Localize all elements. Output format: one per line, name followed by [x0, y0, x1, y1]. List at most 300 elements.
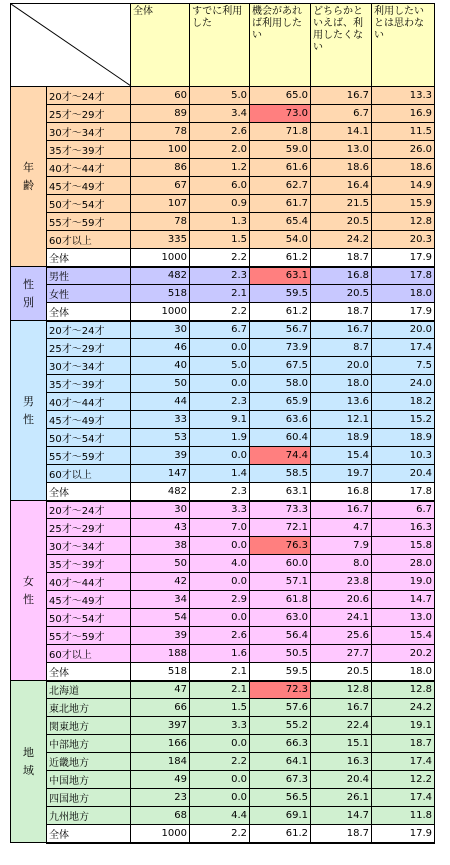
row-label: 50才～54才 [47, 429, 131, 447]
highlighted-cell: 74.4 [250, 447, 311, 465]
row-label: 25才～29才 [47, 105, 131, 123]
value-cell: 2.6 [190, 123, 250, 141]
value-cell: 0.0 [190, 339, 250, 357]
total-label: 全体 [47, 663, 131, 681]
total-value-cell: 1000 [131, 825, 190, 843]
total-row [11, 249, 435, 267]
value-cell: 39 [131, 447, 190, 465]
value-cell: 184 [131, 753, 190, 771]
value-cell: 30 [131, 321, 190, 339]
value-cell: 24.2 [311, 231, 372, 249]
row-label: 55才～59才 [47, 627, 131, 645]
value-cell: 14.7 [311, 807, 372, 825]
header-corner [11, 4, 131, 87]
value-cell: 20.0 [372, 321, 435, 339]
value-cell: 63.6 [250, 411, 311, 429]
row-label: 25才～29才 [47, 519, 131, 537]
survey-table [10, 3, 435, 844]
total-label: 全体 [47, 483, 131, 501]
value-cell: 6.7 [190, 321, 250, 339]
value-cell: 107 [131, 195, 190, 213]
total-value-cell: 63.1 [250, 483, 311, 501]
group-label-text: 年齢 [23, 160, 34, 192]
value-cell: 20.4 [311, 771, 372, 789]
row-label: 35才～39才 [47, 141, 131, 159]
value-cell: 1.6 [190, 645, 250, 663]
row-label: 25才～29才 [47, 339, 131, 357]
highlighted-cell: 63.1 [250, 267, 311, 285]
total-row [11, 483, 435, 501]
value-cell: 8.0 [311, 555, 372, 573]
total-value-cell: 482 [131, 483, 190, 501]
total-value-cell: 61.2 [250, 303, 311, 321]
table-row [11, 645, 435, 663]
value-cell: 56.5 [250, 789, 311, 807]
value-cell: 20.2 [372, 645, 435, 663]
value-cell: 4.0 [190, 555, 250, 573]
value-cell: 71.8 [250, 123, 311, 141]
row-label: 40才～44才 [47, 573, 131, 591]
row-label: 近畿地方 [47, 753, 131, 771]
value-cell: 2.3 [190, 393, 250, 411]
value-cell: 4.7 [311, 519, 372, 537]
value-cell: 2.3 [190, 267, 250, 285]
value-cell: 26.0 [372, 141, 435, 159]
value-cell: 2.1 [190, 681, 250, 699]
value-cell: 147 [131, 465, 190, 483]
value-cell: 60 [131, 87, 190, 105]
value-cell: 518 [131, 285, 190, 303]
value-cell: 43 [131, 519, 190, 537]
total-value-cell: 18.0 [372, 663, 435, 681]
table-row [11, 231, 435, 249]
value-cell: 57.1 [250, 573, 311, 591]
value-cell: 40 [131, 357, 190, 375]
total-value-cell: 17.9 [372, 825, 435, 843]
value-cell: 11.8 [372, 807, 435, 825]
value-cell: 65.4 [250, 213, 311, 231]
value-cell: 5.0 [190, 357, 250, 375]
value-cell: 15.1 [311, 735, 372, 753]
row-label: 男性 [47, 267, 131, 285]
value-cell: 0.0 [190, 447, 250, 465]
survey-table-wrapper [10, 3, 434, 844]
value-cell: 17.8 [372, 267, 435, 285]
total-value-cell: 518 [131, 663, 190, 681]
value-cell: 2.1 [190, 285, 250, 303]
value-cell: 15.9 [372, 195, 435, 213]
value-cell: 67.3 [250, 771, 311, 789]
value-cell: 0.0 [190, 609, 250, 627]
total-row [11, 825, 435, 843]
table-row [11, 213, 435, 231]
table-row [11, 681, 435, 699]
value-cell: 78 [131, 213, 190, 231]
value-cell: 16.7 [311, 699, 372, 717]
total-value-cell: 61.2 [250, 249, 311, 267]
value-cell: 19.0 [372, 573, 435, 591]
value-cell: 1.4 [190, 465, 250, 483]
value-cell: 0.9 [190, 195, 250, 213]
value-cell: 26.1 [311, 789, 372, 807]
group-label [11, 267, 47, 321]
value-cell: 2.2 [190, 753, 250, 771]
value-cell: 4.4 [190, 807, 250, 825]
group-label-text: 性別 [23, 277, 34, 309]
group-label [11, 87, 47, 267]
value-cell: 65.9 [250, 393, 311, 411]
survey-table-body [11, 4, 435, 843]
value-cell: 56.7 [250, 321, 311, 339]
value-cell: 62.7 [250, 177, 311, 195]
total-value-cell: 18.7 [311, 303, 372, 321]
value-cell: 13.6 [311, 393, 372, 411]
value-cell: 1.9 [190, 429, 250, 447]
value-cell: 15.2 [372, 411, 435, 429]
row-label: 55才～59才 [47, 447, 131, 465]
header-row [11, 4, 435, 87]
table-row [11, 555, 435, 573]
value-cell: 482 [131, 267, 190, 285]
row-label: 20才～24才 [47, 501, 131, 519]
table-row [11, 159, 435, 177]
value-cell: 18.6 [311, 159, 372, 177]
value-cell: 61.8 [250, 591, 311, 609]
row-label: 20才～24才 [47, 87, 131, 105]
total-row [11, 303, 435, 321]
total-value-cell: 59.5 [250, 663, 311, 681]
total-label: 全体 [47, 303, 131, 321]
value-cell: 68 [131, 807, 190, 825]
value-cell: 50 [131, 555, 190, 573]
table-row [11, 573, 435, 591]
value-cell: 54.0 [250, 231, 311, 249]
row-label: 40才～44才 [47, 393, 131, 411]
table-row [11, 375, 435, 393]
value-cell: 65.0 [250, 87, 311, 105]
total-value-cell: 20.5 [311, 663, 372, 681]
value-cell: 16.4 [311, 177, 372, 195]
value-cell: 15.4 [311, 447, 372, 465]
value-cell: 16.9 [372, 105, 435, 123]
total-label: 全体 [47, 249, 131, 267]
col-header-want-to-use: 機会があれば利用したい [250, 4, 311, 87]
value-cell: 1.5 [190, 231, 250, 249]
row-label: 女性 [47, 285, 131, 303]
value-cell: 13.3 [372, 87, 435, 105]
value-cell: 8.7 [311, 339, 372, 357]
table-row [11, 771, 435, 789]
value-cell: 59.5 [250, 285, 311, 303]
value-cell: 14.9 [372, 177, 435, 195]
total-value-cell: 1000 [131, 249, 190, 267]
row-label: 30才～34才 [47, 123, 131, 141]
table-row [11, 699, 435, 717]
table-row [11, 753, 435, 771]
value-cell: 54 [131, 609, 190, 627]
col-header-rather-not-use: どちらかといえば、利用したくない [311, 4, 372, 87]
total-value-cell: 2.2 [190, 249, 250, 267]
value-cell: 12.8 [311, 681, 372, 699]
total-value-cell: 16.8 [311, 483, 372, 501]
row-label: 45才～49才 [47, 411, 131, 429]
row-label: 中国地方 [47, 771, 131, 789]
value-cell: 7.9 [311, 537, 372, 555]
value-cell: 59.0 [250, 141, 311, 159]
value-cell: 33 [131, 411, 190, 429]
corner-diagonal [11, 4, 131, 86]
value-cell: 57.6 [250, 699, 311, 717]
total-value-cell: 2.2 [190, 825, 250, 843]
row-label: 60才以上 [47, 231, 131, 249]
table-row [11, 123, 435, 141]
value-cell: 12.8 [372, 213, 435, 231]
row-label: 30才～34才 [47, 357, 131, 375]
value-cell: 14.7 [372, 591, 435, 609]
table-row [11, 609, 435, 627]
value-cell: 73.9 [250, 339, 311, 357]
value-cell: 20.5 [311, 285, 372, 303]
value-cell: 17.4 [372, 339, 435, 357]
value-cell: 20.4 [372, 465, 435, 483]
value-cell: 11.5 [372, 123, 435, 141]
total-label: 全体 [47, 825, 131, 843]
value-cell: 15.4 [372, 627, 435, 645]
value-cell: 46 [131, 339, 190, 357]
value-cell: 34 [131, 591, 190, 609]
col-header-already-used: すでに利用した [190, 4, 250, 87]
table-row [11, 501, 435, 519]
value-cell: 53 [131, 429, 190, 447]
row-label: 関東地方 [47, 717, 131, 735]
value-cell: 44 [131, 393, 190, 411]
highlighted-cell: 73.0 [250, 105, 311, 123]
col-header-total: 全体 [131, 4, 190, 87]
value-cell: 1.5 [190, 699, 250, 717]
value-cell: 66 [131, 699, 190, 717]
value-cell: 9.1 [190, 411, 250, 429]
value-cell: 50.5 [250, 645, 311, 663]
table-row [11, 807, 435, 825]
value-cell: 18.7 [372, 735, 435, 753]
value-cell: 13.0 [311, 141, 372, 159]
value-cell: 20.0 [311, 357, 372, 375]
value-cell: 0.0 [190, 537, 250, 555]
table-row [11, 195, 435, 213]
value-cell: 20.5 [311, 213, 372, 231]
value-cell: 25.6 [311, 627, 372, 645]
total-value-cell: 18.7 [311, 825, 372, 843]
value-cell: 63.0 [250, 609, 311, 627]
value-cell: 47 [131, 681, 190, 699]
value-cell: 0.0 [190, 771, 250, 789]
row-label: 九州地方 [47, 807, 131, 825]
value-cell: 7.0 [190, 519, 250, 537]
total-value-cell: 17.9 [372, 249, 435, 267]
value-cell: 12.2 [372, 771, 435, 789]
value-cell: 16.7 [311, 87, 372, 105]
table-row [11, 393, 435, 411]
total-value-cell: 2.1 [190, 663, 250, 681]
row-label: 50才～54才 [47, 609, 131, 627]
table-row [11, 357, 435, 375]
value-cell: 1.3 [190, 213, 250, 231]
value-cell: 0.0 [190, 573, 250, 591]
value-cell: 61.6 [250, 159, 311, 177]
value-cell: 23.8 [311, 573, 372, 591]
table-row [11, 285, 435, 303]
row-label: 35才～39才 [47, 555, 131, 573]
value-cell: 3.3 [190, 501, 250, 519]
value-cell: 3.3 [190, 717, 250, 735]
value-cell: 18.9 [372, 429, 435, 447]
table-row [11, 141, 435, 159]
value-cell: 18.0 [372, 285, 435, 303]
value-cell: 3.4 [190, 105, 250, 123]
row-label: 中部地方 [47, 735, 131, 753]
row-label: 30才～34才 [47, 537, 131, 555]
value-cell: 66.3 [250, 735, 311, 753]
total-value-cell: 17.8 [372, 483, 435, 501]
value-cell: 6.7 [311, 105, 372, 123]
col-header-not-want-use: 利用したいとは思わない [372, 4, 435, 87]
group-label [11, 681, 47, 843]
value-cell: 69.1 [250, 807, 311, 825]
group-label [11, 321, 47, 501]
group-label-text: 地域 [23, 745, 34, 777]
value-cell: 16.3 [311, 753, 372, 771]
row-label: 東北地方 [47, 699, 131, 717]
highlighted-cell: 72.3 [250, 681, 311, 699]
value-cell: 60.4 [250, 429, 311, 447]
table-row [11, 789, 435, 807]
value-cell: 188 [131, 645, 190, 663]
value-cell: 14.1 [311, 123, 372, 141]
value-cell: 28.0 [372, 555, 435, 573]
value-cell: 17.4 [372, 789, 435, 807]
value-cell: 12.8 [372, 681, 435, 699]
row-label: 45才～49才 [47, 591, 131, 609]
value-cell: 18.6 [372, 159, 435, 177]
group-label [11, 501, 47, 681]
row-label: 50才～54才 [47, 195, 131, 213]
value-cell: 64.1 [250, 753, 311, 771]
row-label: 20才～24才 [47, 321, 131, 339]
value-cell: 16.8 [311, 267, 372, 285]
row-label: 40才～44才 [47, 159, 131, 177]
table-row [11, 735, 435, 753]
value-cell: 10.3 [372, 447, 435, 465]
value-cell: 60.0 [250, 555, 311, 573]
value-cell: 166 [131, 735, 190, 753]
value-cell: 78 [131, 123, 190, 141]
value-cell: 24.2 [372, 699, 435, 717]
value-cell: 73.3 [250, 501, 311, 519]
value-cell: 13.0 [372, 609, 435, 627]
total-value-cell: 1000 [131, 303, 190, 321]
table-row [11, 627, 435, 645]
table-row [11, 87, 435, 105]
value-cell: 6.7 [372, 501, 435, 519]
value-cell: 2.9 [190, 591, 250, 609]
value-cell: 38 [131, 537, 190, 555]
value-cell: 16.3 [372, 519, 435, 537]
value-cell: 23 [131, 789, 190, 807]
row-label: 60才以上 [47, 465, 131, 483]
value-cell: 15.8 [372, 537, 435, 555]
row-label: 四国地方 [47, 789, 131, 807]
table-row [11, 321, 435, 339]
value-cell: 20.6 [311, 591, 372, 609]
table-row [11, 177, 435, 195]
value-cell: 55.2 [250, 717, 311, 735]
row-label: 45才～49才 [47, 177, 131, 195]
table-row [11, 267, 435, 285]
value-cell: 67 [131, 177, 190, 195]
value-cell: 72.1 [250, 519, 311, 537]
value-cell: 67.5 [250, 357, 311, 375]
value-cell: 22.4 [311, 717, 372, 735]
table-row [11, 717, 435, 735]
value-cell: 18.9 [311, 429, 372, 447]
value-cell: 21.5 [311, 195, 372, 213]
table-row [11, 465, 435, 483]
value-cell: 42 [131, 573, 190, 591]
row-label: 35才～39才 [47, 375, 131, 393]
value-cell: 16.7 [311, 321, 372, 339]
row-label: 60才以上 [47, 645, 131, 663]
highlighted-cell: 76.3 [250, 537, 311, 555]
total-value-cell: 2.3 [190, 483, 250, 501]
value-cell: 2.0 [190, 141, 250, 159]
row-label: 北海道 [47, 681, 131, 699]
value-cell: 7.5 [372, 357, 435, 375]
table-row [11, 429, 435, 447]
table-row [11, 591, 435, 609]
total-row [11, 663, 435, 681]
value-cell: 19.1 [372, 717, 435, 735]
value-cell: 5.0 [190, 87, 250, 105]
value-cell: 100 [131, 141, 190, 159]
value-cell: 27.7 [311, 645, 372, 663]
value-cell: 16.7 [311, 501, 372, 519]
value-cell: 18.2 [372, 393, 435, 411]
total-value-cell: 61.2 [250, 825, 311, 843]
value-cell: 1.2 [190, 159, 250, 177]
value-cell: 6.0 [190, 177, 250, 195]
value-cell: 17.4 [372, 753, 435, 771]
group-label-text: 女性 [23, 574, 34, 606]
value-cell: 58.0 [250, 375, 311, 393]
value-cell: 61.7 [250, 195, 311, 213]
group-label-text: 男性 [23, 394, 34, 426]
value-cell: 89 [131, 105, 190, 123]
total-value-cell: 2.2 [190, 303, 250, 321]
total-value-cell: 17.9 [372, 303, 435, 321]
value-cell: 12.1 [311, 411, 372, 429]
table-row [11, 105, 435, 123]
table-row [11, 411, 435, 429]
table-row [11, 447, 435, 465]
value-cell: 19.7 [311, 465, 372, 483]
value-cell: 50 [131, 375, 190, 393]
value-cell: 0.0 [190, 789, 250, 807]
value-cell: 56.4 [250, 627, 311, 645]
value-cell: 18.0 [311, 375, 372, 393]
value-cell: 0.0 [190, 735, 250, 753]
value-cell: 39 [131, 627, 190, 645]
table-row [11, 519, 435, 537]
